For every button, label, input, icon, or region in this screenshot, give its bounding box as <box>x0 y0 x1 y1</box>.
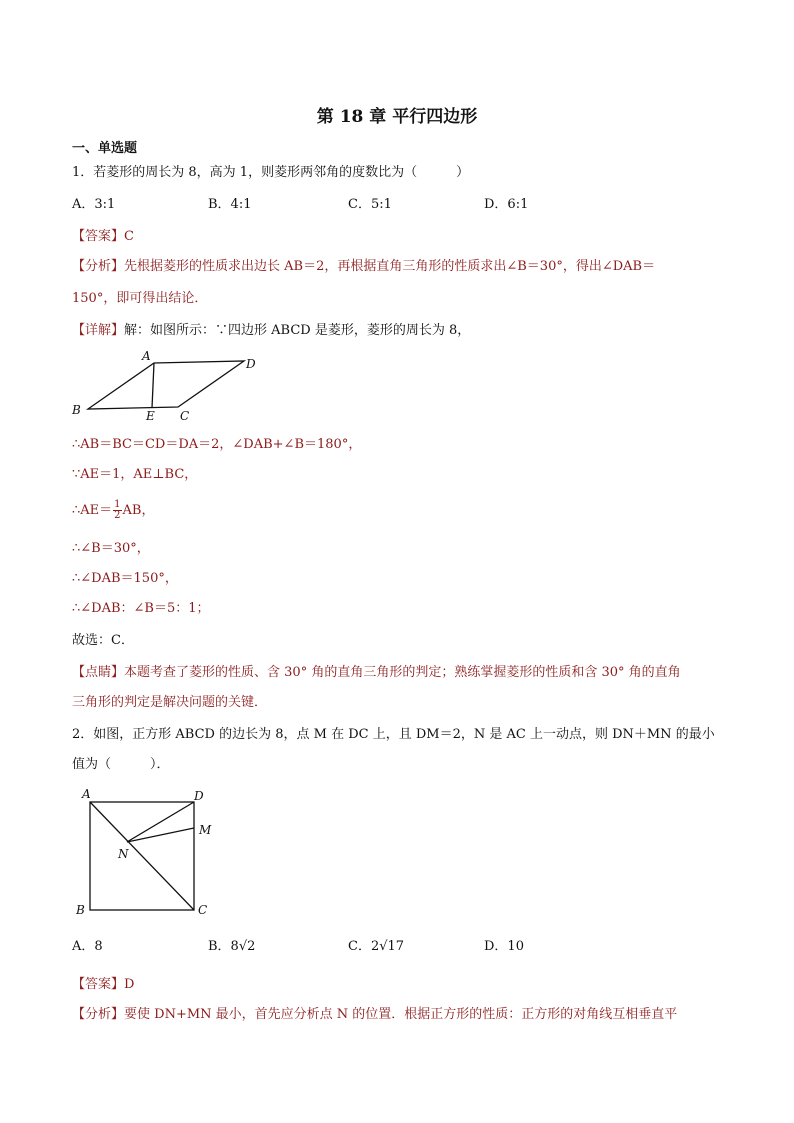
fraction-half <box>113 500 121 521</box>
label-c: C <box>198 903 208 917</box>
q2-option-d: D．10 <box>484 939 524 954</box>
step-3-prefix: ∴AE＝ <box>72 503 113 518</box>
q1-option-c: C．5:1 <box>348 197 392 212</box>
answer-tag: 【答案】 <box>72 229 125 244</box>
q1-step-1: ∴AB＝BC＝CD＝DA＝2，∠DAB+∠B＝180°， <box>72 437 362 452</box>
q1-detail <box>72 322 470 340</box>
q1-step-4: ∴∠B＝30°， <box>72 541 150 556</box>
q1-option-b: B．4:1 <box>208 197 252 212</box>
section-heading: 一、单选题 <box>72 141 138 156</box>
detail-tag: 【详解】 <box>72 323 125 338</box>
altitude-ae <box>152 363 154 408</box>
q1-comment-line2: 三角形的判定是解决问题的关键． <box>72 695 268 710</box>
label-b: B <box>76 903 85 917</box>
q1-answer <box>72 228 134 246</box>
comment-text: 本题考查了菱形的性质、含 30° 角的直角三角形的判定；熟练掌握菱形的性质和含 30° 角的直角 <box>124 665 681 680</box>
q1-choose: 故选：C． <box>72 633 134 648</box>
square-figure <box>70 782 230 922</box>
q2-option-a: A．8 <box>72 939 103 954</box>
q1-step-2: ∵AE＝1，AE⊥BC， <box>72 467 198 482</box>
label-d: D <box>246 357 256 371</box>
answer-value: D <box>124 977 135 992</box>
q2-stem-line1: 2．如图，正方形 ABCD 的边长为 8，点 M 在 DC 上，且 DM＝2，N 是 AC 上一动点，则 DN＋MN 的最小 <box>72 727 715 742</box>
q2-option-c: C．2√17 <box>348 939 405 954</box>
label-d: D <box>194 789 204 803</box>
analysis-tag: 【分析】 <box>72 259 125 274</box>
label-b: B <box>72 403 81 417</box>
diagonal-ac <box>90 802 194 910</box>
q2-option-b: B．8√2 <box>208 939 256 954</box>
fraction-denominator: 2 <box>114 510 121 521</box>
q1-step-6: ∴∠DAB：∠B＝5：1； <box>72 601 210 616</box>
analysis-text: 要使 DN+MN 最小，首先应分析点 N 的位置．根据正方形的性质：正方形的对角线互相垂直平 <box>124 1007 678 1022</box>
segment-mn <box>127 828 194 842</box>
q1-option-a: A．3:1 <box>72 197 116 212</box>
q1-analysis-line1 <box>72 258 655 276</box>
rhombus-figure <box>66 348 266 422</box>
label-e: E <box>146 409 155 422</box>
detail-intro: 解：如图所示：∵四边形 ABCD 是菱形，菱形的周长为 8， <box>124 323 471 338</box>
fraction-numerator: 1 <box>114 499 121 510</box>
answer-value: C <box>124 229 134 244</box>
segment-dn <box>127 802 194 842</box>
q1-analysis-line2: 150°，即可得出结论． <box>72 291 208 306</box>
answer-tag: 【答案】 <box>72 977 125 992</box>
analysis-text: 先根据菱形的性质求出边长 AB＝2，再根据直角三角形的性质求出∠B＝30°，得出∠DAB＝ <box>124 259 656 274</box>
q2-analysis-line1 <box>72 1006 677 1024</box>
rhombus-shape <box>88 361 244 409</box>
label-m: M <box>199 823 212 837</box>
analysis-tag: 【分析】 <box>72 1007 125 1022</box>
q2-answer <box>72 976 134 994</box>
page-title: 第 18 章 平行四边形 <box>316 107 478 127</box>
q1-option-d: D．6:1 <box>484 197 529 212</box>
comment-tag: 【点睛】 <box>72 665 125 680</box>
q2-stem-line2: 值为（ ）． <box>72 757 170 772</box>
q1-comment-line1 <box>72 664 681 682</box>
q1-stem: 1．若菱形的周长为 8，高为 1，则菱形两邻角的度数比为（ ） <box>72 165 470 180</box>
label-c: C <box>180 409 190 422</box>
label-a: A <box>82 787 91 801</box>
label-a: A <box>142 349 151 363</box>
step-3-suffix: AB， <box>122 503 155 518</box>
label-n: N <box>118 847 129 861</box>
q1-step-5: ∴∠DAB＝150°， <box>72 571 178 586</box>
q1-step-3 <box>72 500 154 521</box>
